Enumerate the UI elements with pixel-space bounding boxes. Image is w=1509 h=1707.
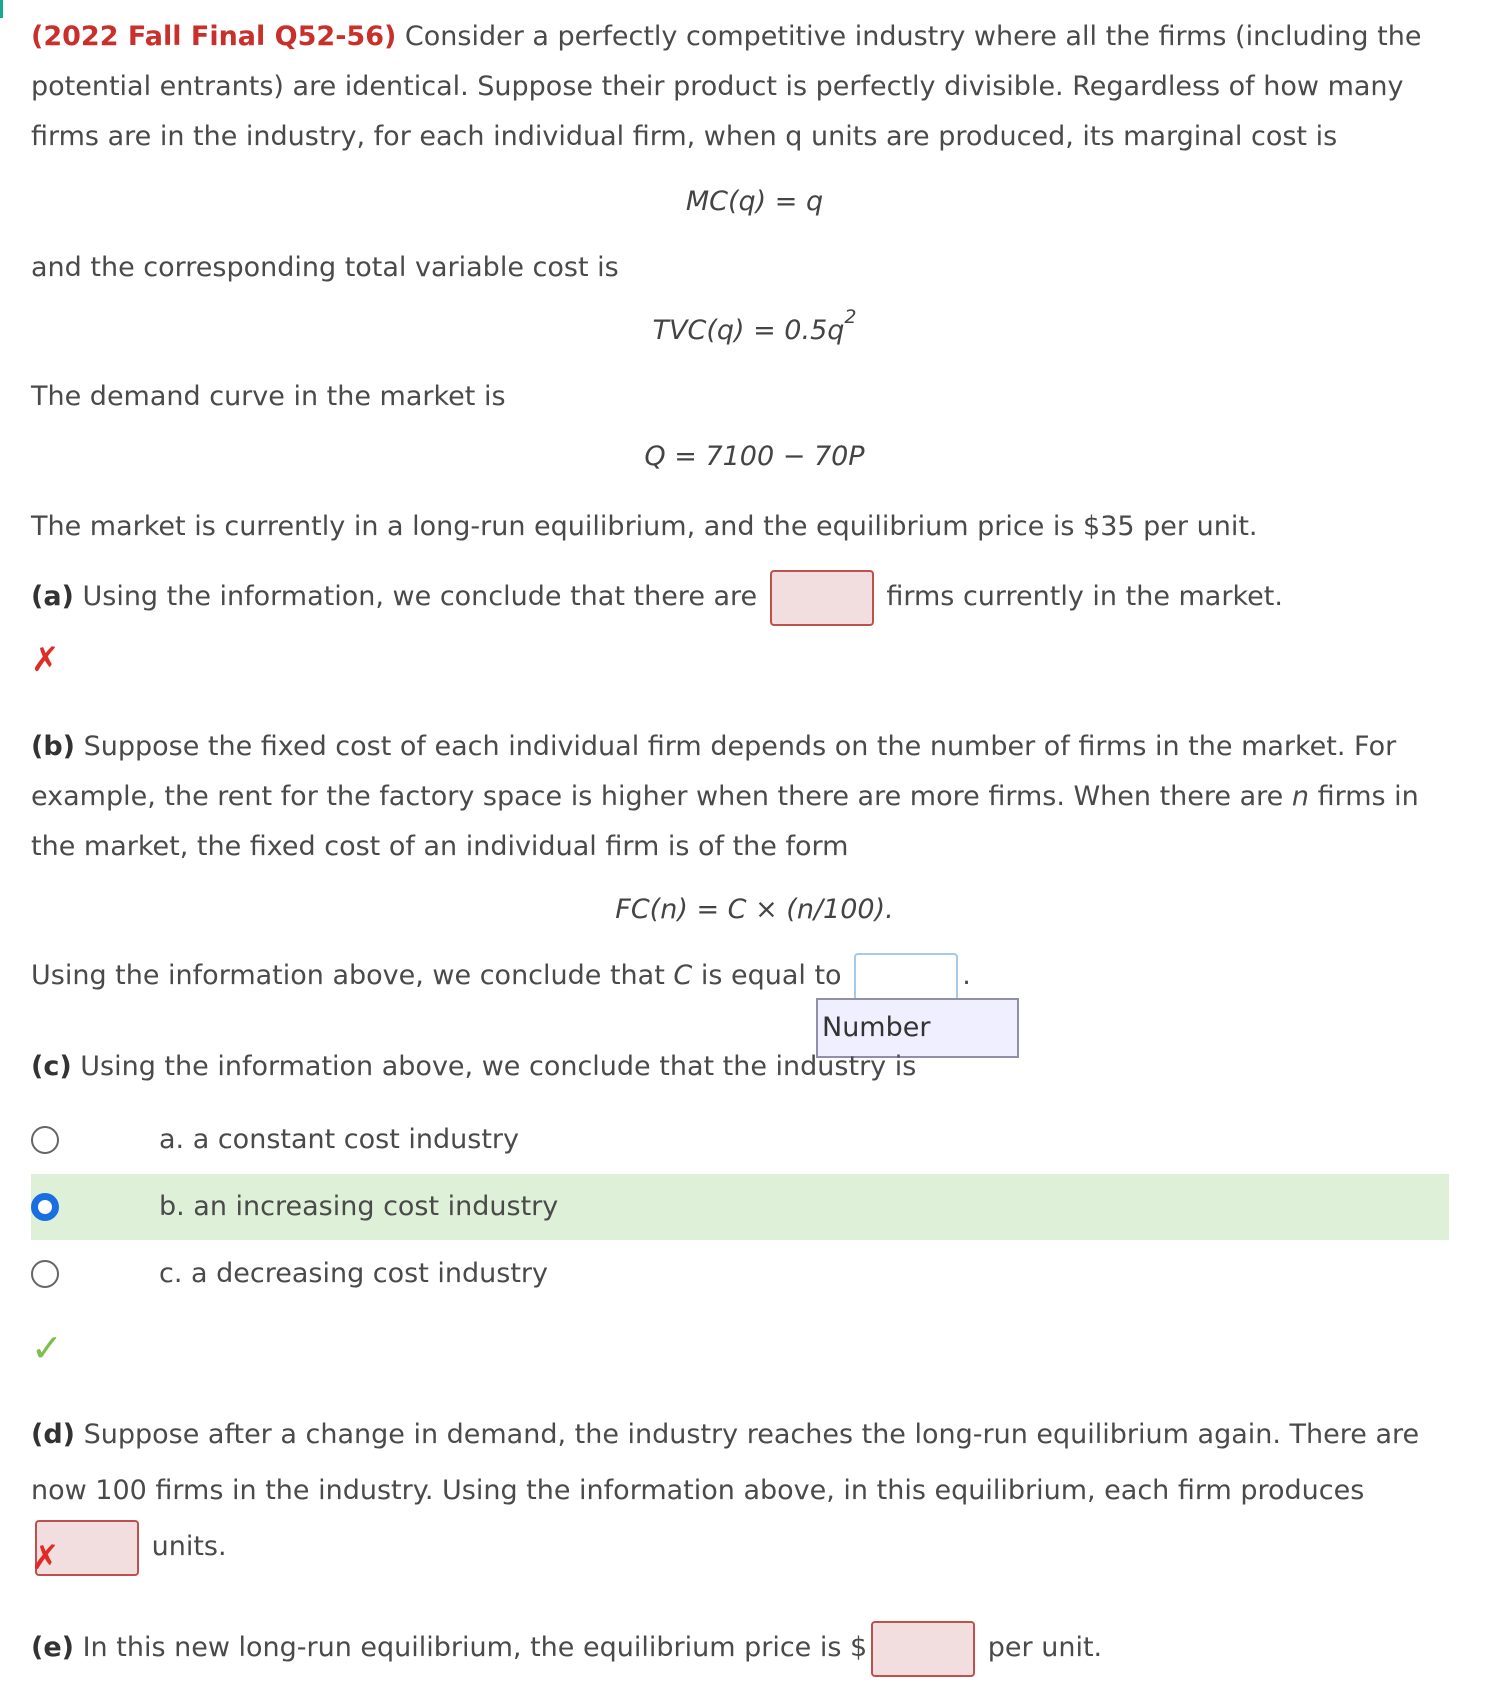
part-a-after: firms currently in the market. (886, 581, 1283, 612)
part-c (31, 1042, 1471, 1092)
part-b (31, 722, 1471, 872)
part-e-label: (e) (31, 1632, 74, 1663)
part-d-after: units. (151, 1531, 227, 1562)
part-e-before: In this new long-run equilibrium, the equilibrium price is $ (74, 1632, 868, 1663)
part-e-answer-input[interactable] (871, 1621, 975, 1677)
equilibrium-text: The market is currently in a long-run equilibrium, and the equilibrium price is $35 per unit. (31, 511, 1258, 542)
tvc-text: and the corresponding total variable cost is (31, 252, 619, 283)
option-b-label: b. an increasing cost industry (159, 1191, 559, 1222)
part-a-answer-input[interactable] (770, 570, 874, 626)
number-tooltip: Number (816, 998, 1019, 1058)
option-c-radio[interactable] (31, 1260, 59, 1288)
equation-mc: MC(q) = q (685, 186, 824, 217)
part-b-text2: firms in the market, the fixed cost of an individual firm is of the form (31, 781, 1419, 862)
part-a-before: Using the information, we conclude that there are (73, 581, 758, 612)
part-b-c-var: C (673, 960, 693, 991)
part-d-text: Suppose after a change in demand, the industry reaches the long-run equilibrium again. There are now 100 firms in the industry. Using the information above, in this equilibrium, each firm produces (31, 1419, 1420, 1506)
accent-edge (0, 0, 3, 18)
option-b-radio[interactable] (31, 1193, 59, 1221)
demand-text: The demand curve in the market is (31, 381, 506, 412)
option-b[interactable] (31, 1174, 1449, 1240)
part-b-label: (b) (31, 731, 76, 762)
part-b-answer-input[interactable] (854, 953, 958, 1001)
part-e (31, 1615, 1471, 1681)
part-b-text1: Suppose the fixed cost of each individual firm depends on the number of firms in the market. For example, the rent for the factory space is higher when there are more firms. When there are (31, 731, 1397, 812)
question-ref: (2022 Fall Final Q52-56) (31, 21, 397, 52)
part-b-conclude (31, 946, 1471, 1006)
part-d (31, 1407, 1471, 1576)
option-c[interactable] (31, 1241, 1449, 1307)
option-a[interactable] (31, 1107, 1449, 1173)
part-a-label: (a) (31, 581, 74, 612)
part-c-label: (c) (31, 1051, 72, 1082)
equation-demand: Q = 7100 − 70P (644, 441, 865, 472)
equation-tvc (0, 306, 1509, 346)
part-d-incorrect-icon: ✗ (31, 1538, 60, 1578)
part-b-conclude-after: is equal to (692, 960, 842, 991)
part-c-text: Using the information above, we conclude that the industry is (71, 1051, 917, 1082)
part-b-n-var: n (1291, 781, 1309, 812)
question-intro (31, 12, 1471, 162)
part-b-period: . (962, 960, 971, 991)
option-a-label: a. a constant cost industry (159, 1124, 519, 1155)
equation-tvc-exponent: 2 (844, 306, 857, 328)
option-c-label: c. a decreasing cost industry (159, 1258, 548, 1289)
part-a (31, 564, 1471, 630)
equation-fc: FC(n) = C × (n/100). (615, 894, 894, 925)
question-intro-text: Consider a perfectly competitive industry where all the firms (including the potential entrants) are identical. Suppose their product is perfectly divisible. Regardless of how many firms are in the industry, for each individual firm, when q units are produced, its marginal cost is (31, 21, 1422, 152)
equation-tvc-base: TVC(q) = 0.5q (652, 315, 845, 346)
option-a-radio[interactable] (31, 1126, 59, 1154)
part-c-correct-icon: ✓ (31, 1326, 63, 1370)
part-b-conclude-before: Using the information above, we conclude that (31, 960, 674, 991)
part-e-after: per unit. (987, 1632, 1103, 1663)
part-d-label: (d) (31, 1419, 76, 1450)
part-a-incorrect-icon: ✗ (31, 640, 60, 680)
